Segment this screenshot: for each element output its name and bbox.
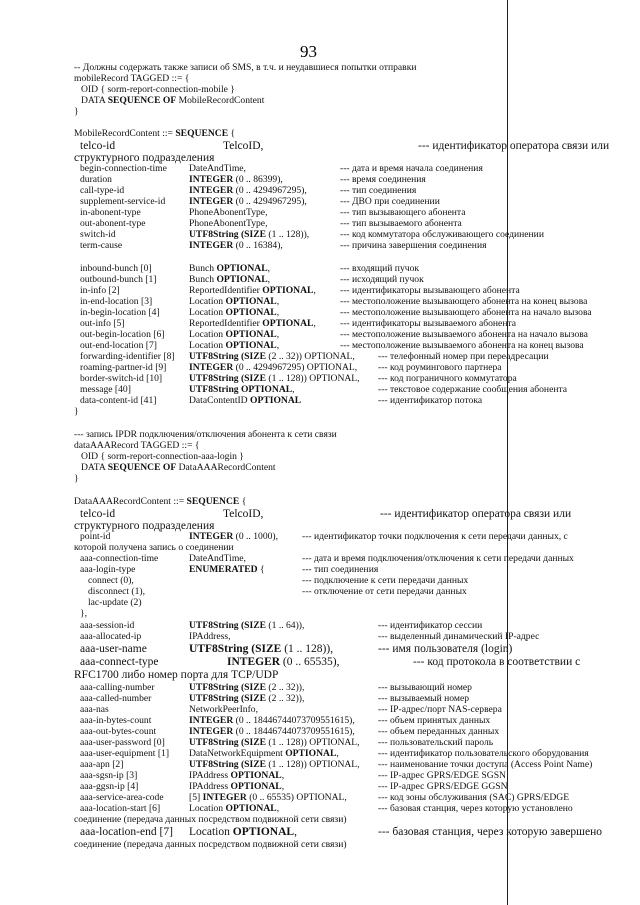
line-text: aaa-apn [2]: [80, 759, 124, 770]
line-type: UTF8String (SIZE (2 .. 32)) OPTIONAL,: [189, 351, 355, 362]
line-text: aaa-calling-number: [80, 682, 155, 693]
keyword: UTF8String (SIZE: [189, 682, 267, 693]
line-text: disconnect (1),: [88, 586, 146, 597]
line-comment: --- объем переданных данных: [378, 726, 500, 737]
line-comment: --- выделенный динамический IP-адрес: [378, 631, 540, 642]
line-type: ReportedIdentifier OPTIONAL,: [189, 318, 316, 329]
keyword: OPTIONAL: [250, 395, 302, 406]
line-comment: --- объем принятых данных: [378, 715, 491, 726]
line-comment: --- код коммутатора обслуживающего соединении: [340, 229, 544, 240]
line-comment: --- вызывающий номер: [378, 682, 472, 693]
line-type: DateAndTime,: [189, 553, 246, 564]
line-comment: --- местоположение вызывающего абонента на начало вызова: [340, 307, 592, 318]
page-number: 93: [300, 42, 317, 61]
line-text: --- запись IPDR подключения/отключения абонента к сети связи: [74, 429, 337, 440]
line-text: call-type-id: [80, 185, 125, 196]
keyword: SEQUENCE: [186, 496, 240, 507]
line-text: aaa-user-name: [80, 643, 147, 655]
line-text: in-begin-location [4]: [80, 307, 160, 318]
listing-line: [80, 620, 483, 631]
line-text: connect (0),: [88, 575, 134, 586]
line-comment: --- тип вызываемого абонента: [340, 218, 462, 229]
line-text: telco-id: [80, 140, 116, 152]
listing-line: [81, 451, 244, 462]
line-text: dataAAARecord TAGGED ::= {: [74, 440, 200, 451]
listing-line: [80, 564, 379, 575]
line-text: aaa-in-bytes-count: [80, 715, 152, 726]
line-comment: --- код роумингового партнера: [378, 362, 502, 373]
listing-line: [80, 240, 487, 251]
line-comment: --- местоположение вызываемого абонента на конец вызова: [340, 340, 584, 351]
line-text: aaa-session-id: [80, 620, 135, 631]
listing-line: [88, 597, 142, 608]
line-type: UTF8String (SIZE (1 .. 64)),: [189, 620, 305, 631]
line-type: INTEGER (0 .. 1000),: [189, 531, 279, 542]
line-text: -- Должны содержать также записи об SMS, в т.ч. и неудавшиеся попытки отправки: [74, 62, 417, 73]
keyword: INTEGER: [189, 185, 234, 196]
line-text: forwarding-identifier [8]: [80, 351, 175, 362]
listing-line: [74, 814, 347, 825]
line-text: out-end-location [7]: [80, 340, 157, 351]
listing-line: [80, 826, 603, 839]
keyword: UTF8String (SIZE: [189, 351, 267, 362]
line-comment: --- идентификаторы вызываемого абонента: [340, 318, 517, 329]
line-type: UTF8String OPTIONAL,: [189, 384, 295, 395]
line-comment: --- идентификатор точки подключения к сети передачи данных, с: [302, 531, 568, 542]
line-comment: --- тип соединения: [302, 564, 379, 575]
listing-line: [74, 429, 337, 440]
keyword: UTF8String (SIZE: [189, 643, 282, 655]
listing-line: [80, 318, 517, 329]
keyword: INTEGER: [189, 362, 234, 373]
line-text: aaa-sgsn-ip [3]: [80, 770, 138, 781]
line-type: INTEGER (0 .. 18446744073709551615),: [189, 715, 355, 726]
line-text: mobileRecord TAGGED ::= {: [74, 73, 190, 84]
keyword: UTF8String (SIZE: [189, 620, 267, 631]
line-type: UTF8String (SIZE (1 .. 128)),: [189, 229, 310, 240]
line-comment: --- идентификатор оператора связи или: [418, 140, 610, 152]
line-type: Bunch OPTIONAL,: [189, 274, 271, 285]
line-text: out-info [5]: [80, 318, 125, 329]
line-text: RFC1700 либо номер порта для TCP/UDP: [74, 669, 279, 681]
listing-line: [74, 542, 234, 553]
line-text: aaa-out-bytes-count: [80, 726, 157, 737]
line-text: aaa-nas: [80, 704, 109, 715]
line-type: INTEGER (0 .. 18446744073709551615),: [189, 726, 355, 737]
line-comment: --- идентификатор оператора связи или: [380, 508, 572, 520]
line-comment: --- тип вызывающего абонента: [340, 207, 466, 218]
keyword: UTF8String (SIZE: [189, 229, 267, 240]
line-text: которой получена запись о соединении: [74, 542, 234, 553]
keyword: OPTIONAL: [216, 274, 268, 285]
keyword: UTF8String (SIZE: [189, 737, 267, 748]
line-type: INTEGER (0 .. 4294967295),: [189, 185, 307, 196]
listing-line: [80, 395, 483, 406]
line-comment: --- идентификаторы вызывающего абонента: [340, 285, 520, 296]
listing-line: [80, 229, 544, 240]
listing-line: [80, 553, 574, 564]
keyword: OPTIONAL: [230, 770, 282, 781]
listing-line: [80, 531, 568, 542]
keyword: INTEGER: [189, 196, 234, 207]
line-type: IPAddress OPTIONAL,: [189, 770, 285, 781]
line-text: outbound-bunch [1]: [80, 274, 157, 285]
line-type: UTF8String (SIZE (2 .. 32)),: [189, 693, 305, 704]
listing-line: [80, 307, 592, 318]
line-text: lac-update (2): [88, 597, 142, 608]
line-text: out-abonent-type: [80, 218, 146, 229]
line-type: Location OPTIONAL,: [189, 296, 280, 307]
keyword: INTEGER: [202, 792, 247, 803]
line-text: }: [74, 406, 79, 417]
listing-line: [80, 384, 568, 395]
listing-line: [80, 263, 420, 274]
listing-line: [80, 196, 440, 207]
keyword: INTEGER: [189, 240, 234, 251]
line-type: INTEGER (0 .. 4294967295) OPTIONAL,: [189, 362, 358, 373]
listing-line: [80, 163, 483, 174]
line-comment: --- дата и время начала соединения: [340, 163, 483, 174]
line-comment: --- пользовательский пароль: [378, 737, 494, 748]
line-text: aaa-allocated-ip: [80, 631, 142, 642]
line-comment: --- код зоны обслуживания (SAC) GPRS/EDGE: [378, 792, 570, 803]
line-comment: --- входящий пучок: [340, 263, 420, 274]
line-text: },: [80, 608, 88, 619]
line-text: aaa-ggsn-ip [4]: [80, 781, 139, 792]
line-type: PhoneAbonentType,: [189, 207, 268, 218]
line-text: DATA SEQUENCE OF MobileRecordContent: [81, 95, 265, 106]
keyword: UTF8String OPTIONAL: [189, 384, 293, 395]
line-comment: --- идентификатор потока: [378, 395, 483, 406]
listing-line: [80, 693, 470, 704]
line-text: telco-id: [80, 508, 116, 520]
line-text: in-end-location [3]: [80, 296, 153, 307]
line-type: INTEGER (0 .. 65535),: [227, 656, 340, 668]
listing-line: [80, 715, 491, 726]
line-text: aaa-service-area-code: [80, 792, 164, 803]
listing-line: [80, 759, 593, 770]
listing-line: [80, 362, 502, 373]
line-type: Location OPTIONAL,: [189, 340, 280, 351]
line-comment: --- ДВО при соединении: [340, 196, 440, 207]
line-comment: --- наименование точки доступа (Access Point Name): [378, 759, 593, 770]
keyword: UTF8String (SIZE: [189, 373, 267, 384]
line-text: in-info [2]: [80, 285, 120, 296]
keyword: INTEGER: [189, 726, 234, 737]
line-type: IPAddress OPTIONAL,: [189, 781, 285, 792]
listing-line: [80, 174, 426, 185]
line-comment: --- IP-адрес GPRS/EDGE SGSN: [378, 770, 506, 781]
listing-line: [80, 608, 87, 619]
line-text: in-abonent-type: [80, 207, 141, 218]
listing-line: [80, 373, 517, 384]
listing-line: [74, 473, 79, 484]
line-type: Location OPTIONAL,: [189, 307, 280, 318]
listing-line: [80, 781, 508, 792]
line-text: структурного подразделения: [74, 520, 215, 532]
line-text: roaming-partner-id [9]: [80, 362, 167, 373]
listing-line: [74, 496, 246, 507]
line-type: UTF8String (SIZE (1 .. 128)) OPTIONAL,: [189, 373, 360, 384]
line-text: }: [74, 106, 79, 117]
listing-line: [81, 95, 264, 106]
line-type: UTF8String (SIZE (2 .. 32)),: [189, 682, 305, 693]
line-text: term-cause: [80, 240, 123, 251]
line-type: INTEGER (0 .. 86399),: [189, 174, 283, 185]
line-type: INTEGER (0 .. 4294967295),: [189, 196, 307, 207]
listing-line: [74, 128, 235, 139]
listing-line: [80, 285, 520, 296]
line-type: UTF8String (SIZE (1 .. 128)) OPTIONAL,: [189, 737, 360, 748]
line-comment: --- местоположение вызываемого абонента на начало вызова: [340, 329, 588, 340]
line-text: OID { sorm-report-connection-mobile }: [81, 84, 235, 95]
line-type: IPAddress,: [189, 631, 231, 642]
line-type: [5] INTEGER (0 .. 65535) OPTIONAL,: [189, 792, 347, 803]
line-type: DateAndTime,: [189, 163, 246, 174]
listing-line: [80, 631, 540, 642]
keyword: OPTIONAL: [225, 329, 277, 340]
keyword: INTEGER: [227, 656, 281, 668]
line-comment: --- базовая станция, через которую завершено: [378, 826, 603, 838]
listing-line: [88, 586, 467, 597]
listing-line: [81, 462, 276, 473]
line-comment: --- телефонный номер при переадресации: [378, 351, 549, 362]
line-comment: --- код протокола в соответствии с: [413, 656, 581, 668]
keyword: OPTIONAL: [232, 826, 295, 838]
keyword: OPTIONAL: [230, 781, 282, 792]
listing-line: [80, 656, 581, 669]
listing-line: [74, 106, 79, 117]
line-comment: --- идентификатор сессии: [378, 620, 483, 631]
line-comment: --- IP-адрес GPRS/EDGE GGSN: [378, 781, 508, 792]
line-comment: --- подключение к сети передачи данных: [302, 575, 469, 586]
listing-line: [80, 792, 570, 803]
listing-line: [74, 62, 417, 73]
line-text: message [40]: [80, 384, 131, 395]
line-comment: --- имя пользователя (login): [378, 643, 513, 655]
listing-line: [80, 185, 417, 196]
line-comment: --- отключение от сети передачи данных: [302, 586, 467, 597]
keyword: OPTIONAL: [262, 285, 314, 296]
line-text: aaa-location-start [6]: [80, 803, 161, 814]
line-text: data-content-id [41]: [80, 395, 157, 406]
listing-line: [74, 406, 79, 417]
keyword: OPTIONAL: [262, 318, 314, 329]
listing-line: [80, 726, 500, 737]
line-text: border-switch-id [10]: [80, 373, 163, 384]
line-comment: --- текстовое содержание сообщения абонента: [378, 384, 568, 395]
line-text: OID { sorm-report-connection-aaa-login }: [81, 451, 244, 462]
keyword: OPTIONAL: [285, 748, 337, 759]
listing-line: [80, 351, 549, 362]
keyword: INTEGER: [189, 174, 234, 185]
line-comment: --- идентификатор пользовательского оборудования: [378, 748, 589, 759]
listing-line: [74, 839, 347, 850]
line-type: NetworkPeerInfo,: [189, 704, 258, 715]
line-text: соединение (передача данных посредством подвижной сети связи): [74, 814, 347, 825]
line-text: aaa-user-equipment [1]: [80, 748, 170, 759]
line-text: switch-id: [80, 229, 116, 240]
line-text: inbound-bunch [0]: [80, 263, 152, 274]
line-text: supplement-service-id: [80, 196, 166, 207]
keyword: INTEGER: [189, 531, 234, 542]
keyword: OPTIONAL: [216, 263, 268, 274]
keyword: INTEGER: [189, 715, 234, 726]
keyword: OPTIONAL: [225, 296, 277, 307]
line-text: begin-connection-time: [80, 163, 167, 174]
keyword: UTF8String (SIZE: [189, 759, 267, 770]
line-type: ENUMERATED {: [189, 564, 265, 575]
listing-line: [74, 669, 278, 682]
keyword: OPTIONAL: [225, 803, 277, 814]
line-comment: --- исходящий пучок: [340, 274, 424, 285]
line-type: TelcoID,: [223, 508, 264, 520]
line-text: aaa-login-type: [80, 564, 136, 575]
line-text: MobileRecordContent ::= SEQUENCE {: [74, 128, 236, 139]
line-text: duration: [80, 174, 112, 185]
line-comment: --- местоположение вызывающего абонента на конец вызова: [340, 296, 588, 307]
listing-line: [80, 737, 494, 748]
line-comment: --- код пограничного коммутатора: [378, 373, 517, 384]
keyword: ENUMERATED: [189, 564, 258, 575]
line-type: Location OPTIONAL,: [189, 329, 280, 340]
line-text: aaa-location-end [7]: [80, 826, 173, 838]
line-type: UTF8String (SIZE (1 .. 128)),: [189, 643, 334, 655]
keyword: SEQUENCE: [175, 128, 229, 139]
keyword: SEQUENCE OF: [107, 95, 177, 106]
listing-line: [80, 274, 424, 285]
line-text: point-id: [80, 531, 111, 542]
line-text: aaa-user-password [0]: [80, 737, 165, 748]
line-type: Location OPTIONAL,: [189, 803, 280, 814]
listing-line: [80, 207, 466, 218]
listing-line: [80, 643, 513, 656]
line-comment: --- базовая станция, через которую установлено: [378, 803, 573, 814]
listing-line: [74, 440, 200, 451]
line-type: DataContentID OPTIONAL: [189, 395, 302, 406]
line-text: DATA SEQUENCE OF DataAAARecordContent: [81, 462, 276, 473]
listing-line: [88, 575, 469, 586]
listing-line: [80, 329, 588, 340]
listing-line: [80, 340, 584, 351]
line-text: }: [74, 473, 79, 484]
line-type: PhoneAbonentType,: [189, 218, 268, 229]
keyword: SEQUENCE OF: [107, 462, 177, 473]
listing-line: [74, 73, 189, 84]
line-text: aaa-connection-time: [80, 553, 159, 564]
line-type: Location OPTIONAL,: [189, 826, 297, 838]
line-text: DataAAARecordContent ::= SEQUENCE {: [74, 496, 247, 507]
keyword: OPTIONAL: [225, 307, 277, 318]
line-comment: --- причина завершения соединения: [340, 240, 487, 251]
line-comment: --- дата и время подключения/отключения к сети передачи данных: [302, 553, 574, 564]
line-comment: --- вызываемый номер: [378, 693, 470, 704]
listing-line: [80, 748, 589, 759]
line-text: структурного подразделения: [74, 152, 215, 164]
line-type: ReportedIdentifier OPTIONAL,: [189, 285, 316, 296]
listing-line: [80, 770, 506, 781]
keyword: OPTIONAL: [225, 340, 277, 351]
line-type: Bunch OPTIONAL,: [189, 263, 271, 274]
listing-line: [80, 218, 462, 229]
line-comment: --- время соединения: [340, 174, 426, 185]
line-text: aaa-called-number: [80, 693, 152, 704]
line-type: DataNetworkEquipment OPTIONAL,: [189, 748, 339, 759]
line-comment: --- тип соединения: [340, 185, 417, 196]
line-type: INTEGER (0 .. 16384),: [189, 240, 283, 251]
keyword: UTF8String (SIZE: [189, 693, 267, 704]
line-type: TelcoID,: [223, 140, 264, 152]
listing-line: [80, 682, 472, 693]
listing-line: [80, 803, 573, 814]
listing-line: [80, 704, 502, 715]
line-text: out-begin-location [6]: [80, 329, 165, 340]
listing-line: [81, 84, 235, 95]
line-type: UTF8String (SIZE (1 .. 128)) OPTIONAL,: [189, 759, 360, 770]
listing-line: [80, 296, 588, 307]
line-text: соединение (передача данных посредством подвижной сети связи): [74, 839, 347, 850]
line-text: aaa-connect-type: [80, 656, 159, 668]
line-comment: --- IP-адрес/порт NAS-сервера: [378, 704, 502, 715]
